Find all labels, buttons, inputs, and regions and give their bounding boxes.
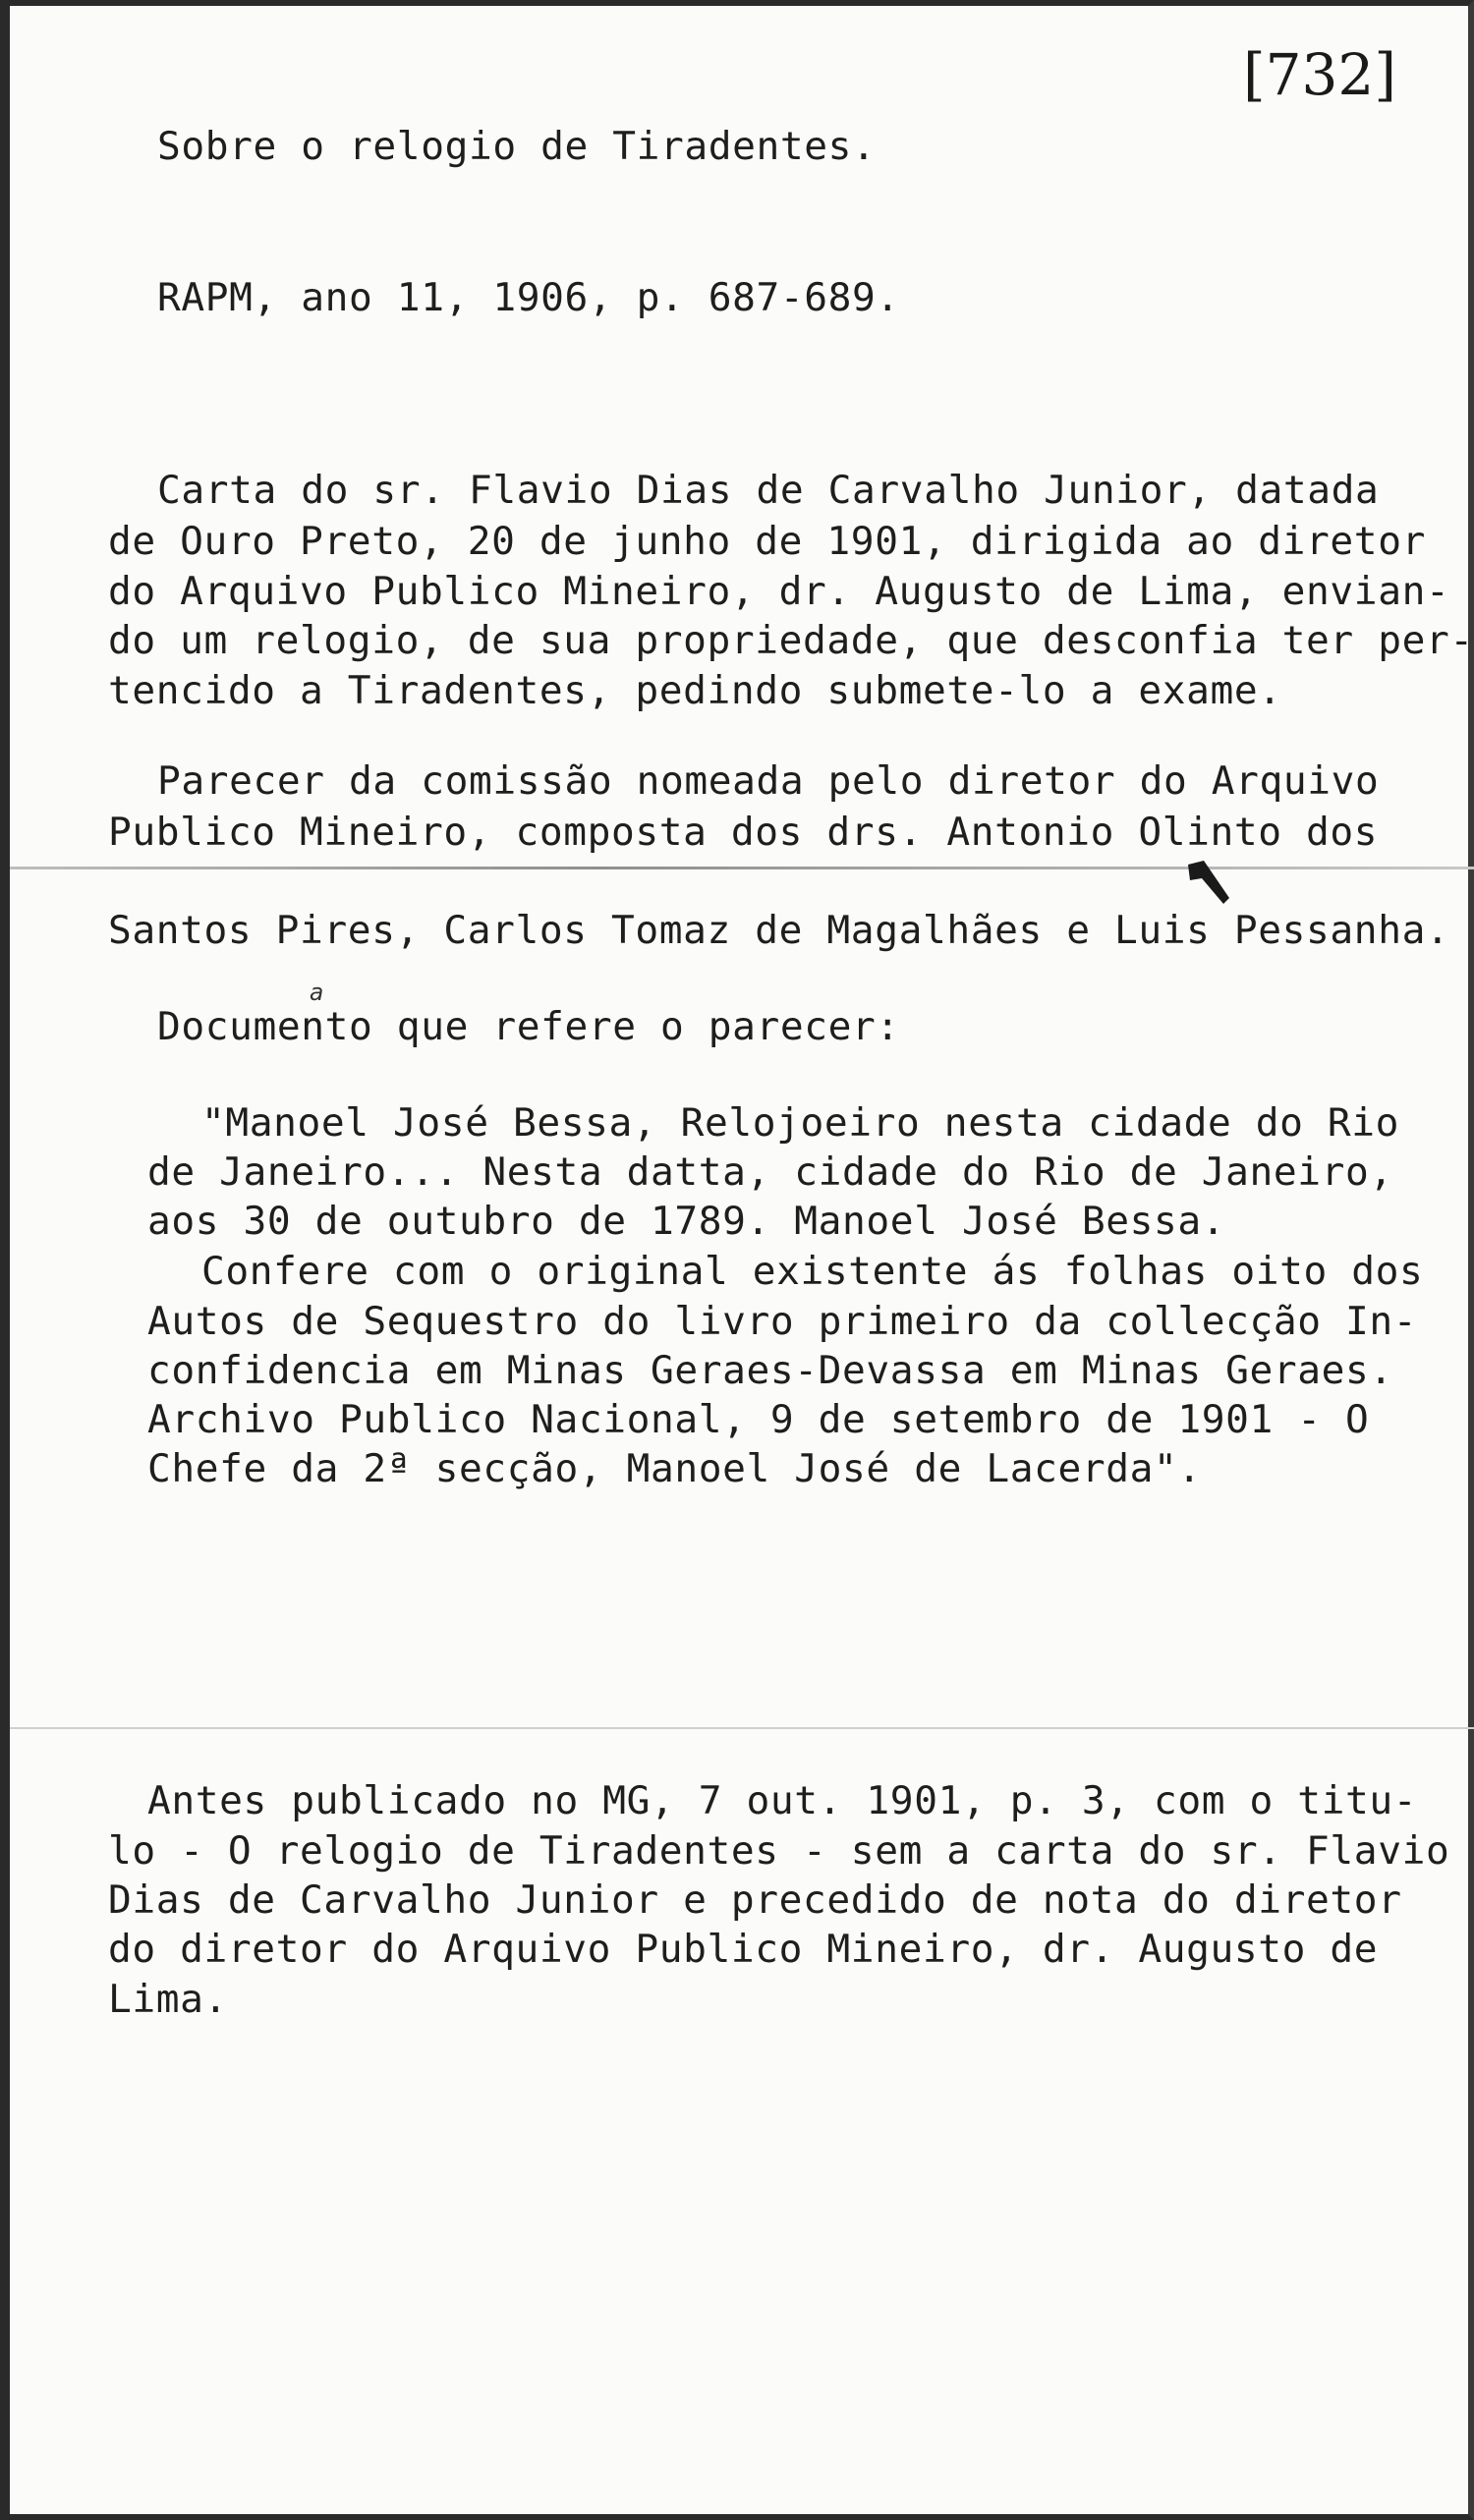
quote-line: Confere com o original existente ás folhas oito dos bbox=[201, 1249, 1424, 1294]
paragraph2-line: Parecer da comissão nomeada pelo diretor do Arquivo bbox=[157, 758, 1380, 804]
quote-line: Chefe da 2ª secção, Manoel José de Lacerda". bbox=[147, 1446, 1202, 1491]
quote-line: Autos de Sequestro do livro primeiro da collecção In- bbox=[147, 1299, 1418, 1344]
note-line: Lima. bbox=[108, 1977, 228, 2022]
paragraph1-line: Carta do sr. Flavio Dias de Carvalho Junior, datada bbox=[157, 468, 1380, 513]
note-line: lo - O relogio de Tiradentes - sem a carta do sr. Flavio bbox=[108, 1828, 1450, 1874]
quote-line: confidencia em Minas Geraes-Devassa em Minas Geraes. bbox=[147, 1348, 1393, 1393]
note-line: do diretor do Arquivo Publico Mineiro, dr. Augusto de bbox=[108, 1927, 1379, 1972]
quote-line: "Manoel José Bessa, Relojoeiro nesta cidade do Rio bbox=[201, 1100, 1400, 1146]
note-line: Dias de Carvalho Junior e precedido de nota do diretor bbox=[108, 1877, 1402, 1923]
paragraph2-line: Santos Pires, Carlos Tomaz de Magalhães e Luis Pessanha. bbox=[108, 908, 1450, 953]
note-line: Antes publicado no MG, 7 out. 1901, p. 3, com o titu- bbox=[147, 1778, 1418, 1823]
page-fold-line bbox=[10, 1727, 1474, 1729]
page-fold-line bbox=[10, 867, 1474, 869]
handwritten-correction: a bbox=[310, 979, 324, 1006]
quote-line: Archivo Publico Nacional, 9 de setembro de 1901 - O bbox=[147, 1397, 1370, 1442]
quote-line: aos 30 de outubro de 1789. Manoel José Bessa. bbox=[147, 1199, 1226, 1244]
paragraph1-line: tencido a Tiradentes, pedindo submete-lo a exame. bbox=[108, 668, 1282, 713]
paragraph1-line: do Arquivo Publico Mineiro, dr. Augusto de Lima, envian- bbox=[108, 569, 1450, 614]
paragraph1-line: do um relogio, de sua propriedade, que desconfia ter per- bbox=[108, 618, 1474, 663]
quote-line: de Janeiro... Nesta datta, cidade do Rio de Janeiro, bbox=[147, 1149, 1393, 1195]
paragraph2-line: Publico Mineiro, composta dos drs. Antonio Olinto dos bbox=[108, 810, 1379, 855]
document-title: Sobre o relogio de Tiradentes. bbox=[157, 124, 877, 169]
source-citation: RAPM, ano 11, 1906, p. 687-689. bbox=[157, 275, 900, 320]
archive-reference-number: [732] bbox=[1243, 41, 1396, 108]
ink-blot-mark bbox=[1184, 859, 1231, 906]
document-intro: Documento que refere o parecer: bbox=[157, 1004, 900, 1049]
paragraph1-line: de Ouro Preto, 20 de junho de 1901, dirigida ao diretor bbox=[108, 519, 1426, 564]
